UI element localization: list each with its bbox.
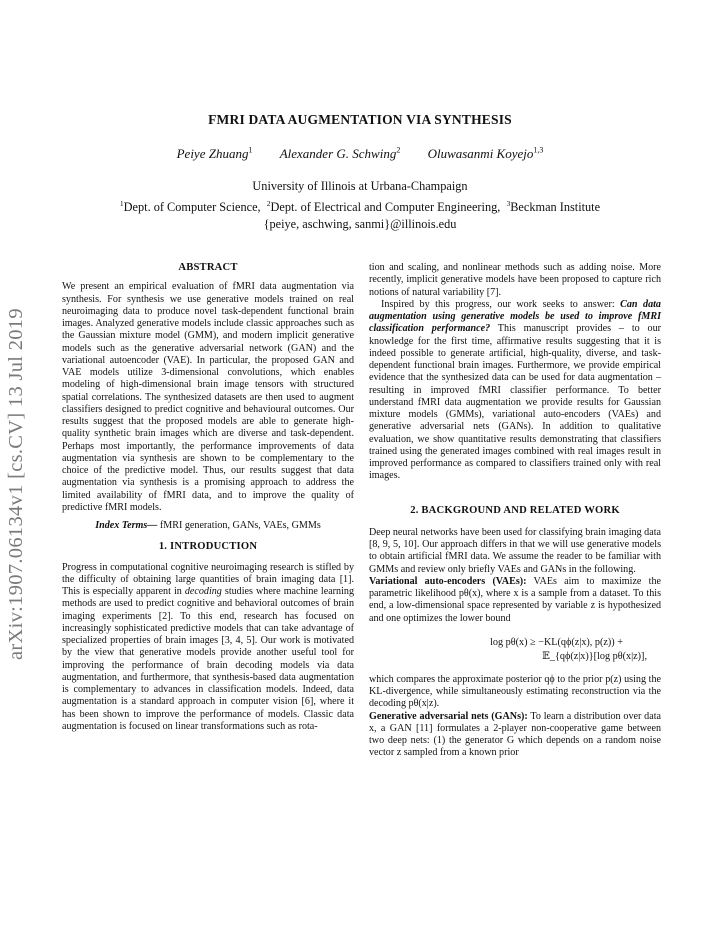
intro-paragraph-1-continued: tion and scaling, and nonlinear methods such as adding noise. More recently, implicit generative models have been proposed to capture rich notions of natural variability [7].	[369, 262, 661, 298]
vae-paragraph: Variational auto-encoders (VAEs): VAEs aim to maximize the parametric likelihood pθ(x), where x is a sample from a dataset. To this end, a low-dimensional space represented by variable z is hypothesized and one optimizes the lower bound	[369, 575, 661, 624]
equation-line-2: 𝔼_{qϕ(z|x)}[log pθ(x|z)],	[542, 650, 647, 662]
index-terms: Index Terms— fMRI generation, GANs, VAEs, GMMs	[95, 520, 321, 531]
affiliation-block	[0, 178, 720, 233]
section-1-heading: 1. INTRODUCTION	[158, 541, 258, 553]
author-2: Alexander G. Schwing$^2$	[279, 146, 401, 162]
intro-paragraph-2: Inspired by this progress, our work seeks to answer: Can data augmentation using generative models be used to improve fMRI classification performance? This manuscript provides – to our knowledge for the first time, affirmative results suggesting that it is indeed possible to generate artificial, high-quality, diverse, and task-dependent functional brain images. Furthermore, we provide empirical evidence that the synthesized data can be used for data augmentation – resulting in improved fMRI classifier performance. To better understand fMRI data augmentation we provide results for Gaussian mixture models (GMMs), variational auto-encoders (VAEs) and generative adversarial nets (GANs). In addition to qualitative evaluation, we show quantitative results demonstrating that classifiers trained using the generated images combined with real images result in improved performance as compared to classifiers trained only with real images.	[369, 298, 661, 482]
abstract-heading: ABSTRACT	[178, 262, 238, 273]
vae-paragraph-continued: which compares the approximate posterior qϕ to the prior p(z) using the KL-divergence, while simultaneously estimating reconstruction via the decoding pθ(x|z).	[369, 673, 661, 710]
intro-paragraph-1: Progress in computational cognitive neuroimaging research is stifled by the difficulty of obtaining large quantities of brain imaging data [1]. This is especially apparent in decoding studies where machine learning methods are used to predict cognitive and behavioral outcomes of brain imaging experiments [2]. To this end, research has focused on increasingly sophisticated predictive models that can take advantage of specialized properties of brain images [3, 4, 5]. Our work is motivated by the view that generative models provide another useful tool for improving the performance of brain decoding models via data augmentation, and furthermore, that synthesis-based data augmentation is complementary to advances in classification models. Indeed, data augmentation is a standard approach in computer vision [6], where it has been shown to improve the performance of models. Classic data augmentation is focused on linear transformations such as rota-	[62, 561, 354, 732]
departments-line: $^1$Dept. of Computer Science, $^2$Dept. of Electrical and Computer Engineering, $^3$Beckman Institute	[119, 199, 601, 215]
background-paragraph-1: Deep neural networks have been used for classifying brain imaging data [8, 9, 5, 10]. Our approach differs in that we will use generative models to obtain artificial fMRI data. We assume the reader to be familiar with GMMs and review only briefly VAEs and GANs in the following.	[369, 526, 661, 575]
email-line: {peiye, aschwing, sanmi}@illinois.edu	[263, 217, 457, 232]
gan-paragraph: Generative adversarial nets (GANs): To learn a distribution over data x, a GAN [11] formulates a 2-player non-cooperative game between two deep nets: (1) the generator G which depends on a random noise vector z sampled from a known prior	[369, 710, 661, 759]
author-list	[0, 146, 720, 162]
elbo-equation	[369, 636, 661, 664]
paper-title: FMRI DATA AUGMENTATION VIA SYNTHESIS	[208, 112, 512, 127]
arxiv-stamp: arXiv:1907.06134v1 [cs.CV] 13 Jul 2019	[5, 308, 27, 660]
author-1: Peiye Zhuang$^1$	[176, 146, 253, 162]
left-column	[62, 262, 354, 733]
abstract-text: We present an empirical evaluation of fMRI data augmentation via synthesis. For synthesis we use generative models trained on real neuroimaging data to produce novel task-dependent functional brain images. Analyzed generative models include classic approaches such as the Gaussian mixture model (GMM), and modern implicit generative models such as the generative adversarial network (GAN) and the variational autoencoder (VAE). In particular, the proposed GAN and VAE models utilize 3-dimensional convolutions, which enables modeling of high-dimensional brain image tensors with structured spatial correlations. The synthesized datasets are then used to augment classifiers designed to predict cognitive and behavioural outcomes. Our results suggest that the proposed models are able to generate high-quality synthetic brain images which are diverse and task-dependent. Perhaps most importantly, the performance improvements of data augmentation via synthesis are shown to be complementary to the choice of the predictive model. Thus, our results suggest that data augmentation via synthesis is a promising approach to address the limited availability of fMRI data, and to improve the quality of predictive fMRI models.	[62, 281, 354, 513]
author-3: Oluwasanmi Koyejo$^{1,3}$	[427, 146, 544, 162]
university-line: University of Illinois at Urbana-Champaign	[252, 179, 468, 193]
equation-line-1: log pθ(x) ≥ −KL(qϕ(z|x), p(z)) +	[490, 636, 623, 648]
section-2-heading: 2. BACKGROUND AND RELATED WORK	[410, 504, 620, 516]
right-column	[369, 262, 661, 760]
